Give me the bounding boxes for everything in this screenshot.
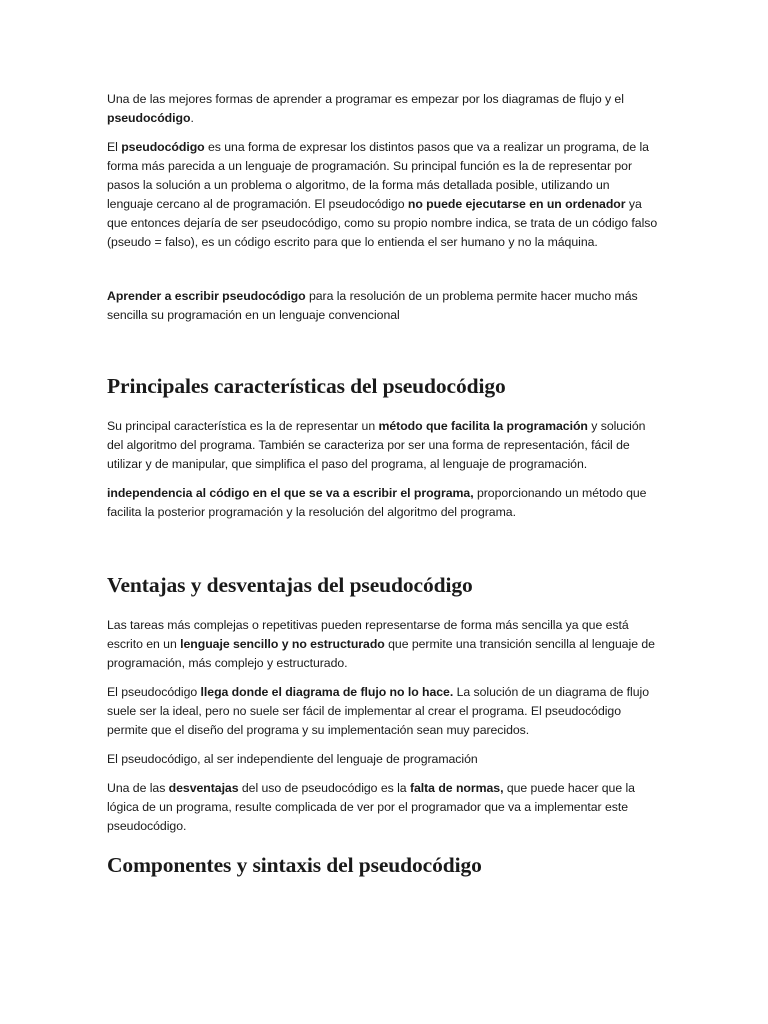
advantages-paragraph: Las tareas más complejas o repetitivas pueden representarse de forma más sencilla ya que está escrito en un lenguaje sencillo y no estructurado que permite una transición sencilla al lenguaje de programación, más complejo y estructurado. [107,618,655,670]
independence-paragraph: independencia al código en el que se va a escribir el programa, proporcionando un método que facilita la posterior programación y la resolución del algoritmo del programa. [107,486,647,519]
bold-text: llega donde el diagrama de flujo no lo hace. [200,685,454,699]
bold-text: método que facilita la programación [378,419,588,433]
definition-paragraph: El pseudocódigo es una forma de expresar los distintos pasos que va a realizar un programa, de la forma más parecida a un lenguaje de programación. Su principal función es la de representar por pasos la solución a un problema o algoritmo, de la forma más detallada posible, utilizando un lenguaje cercano al de programación. El pseudocódigo no puede ejecutarse en un ordenador ya que entonces dejaría de ser pseudocódigo, como su propio nombre indica, se trata de un código falso (pseudo = falso), es un código escrito para que lo entienda el ser humano y no la máquina. [107,140,658,249]
bold-text: Aprender a escribir pseudocódigo [107,289,306,303]
bold-text: falta de normas, [409,781,504,795]
bold-text: no puede ejecutarse en un ordenador [407,197,626,211]
learning-paragraph: Aprender a escribir pseudocódigo para la resolución de un problema permite hacer mucho más sencilla su programación en un lenguaje convencional [107,289,638,322]
bold-text: desventajas [168,781,239,795]
intro-paragraph: Una de las mejores formas de aprender a programar es empezar por los diagramas de flujo y el pseudocódigo. [107,92,624,125]
heading-components: Componentes y sintaxis del pseudocódigo [107,853,482,877]
characteristics-paragraph: Su principal característica es la de representar un método que facilita la programación y solución del algoritmo del programa. También se caracteriza por ser una forma de representación, fácil de utilizar y de manipular, que simplifica el paso del programa, al lenguaje de programación. [107,419,646,471]
disadvantages-paragraph: Una de las desventajas del uso de pseudocódigo es la falta de normas, que puede hacer que la lógica de un programa, resulte complicada de ver por el programador que va a implementar este pseudocódigo. [107,781,635,833]
heading-characteristics: Principales características del pseudocódigo [107,374,506,398]
bold-text: lenguaje sencillo y no estructurado [180,637,385,651]
document-page [107,90,659,878]
heading-pros-cons: Ventajas y desventajas del pseudocódigo [107,573,473,597]
bold-text: pseudocódigo [121,140,205,154]
flowchart-paragraph: El pseudocódigo llega donde el diagrama de flujo no lo hace. La solución de un diagrama de flujo suele ser la ideal, pero no suele ser fácil de implementar al crear el programa. El pseudocódigo permite que el diseño del programa y su implementación sean muy parecidos. [107,685,649,737]
bold-text: pseudocódigo [107,111,191,125]
bold-text: independencia al código en el que se va a escribir el programa, [107,486,474,500]
independent-paragraph: El pseudocódigo, al ser independiente del lenguaje de programación [107,752,478,766]
